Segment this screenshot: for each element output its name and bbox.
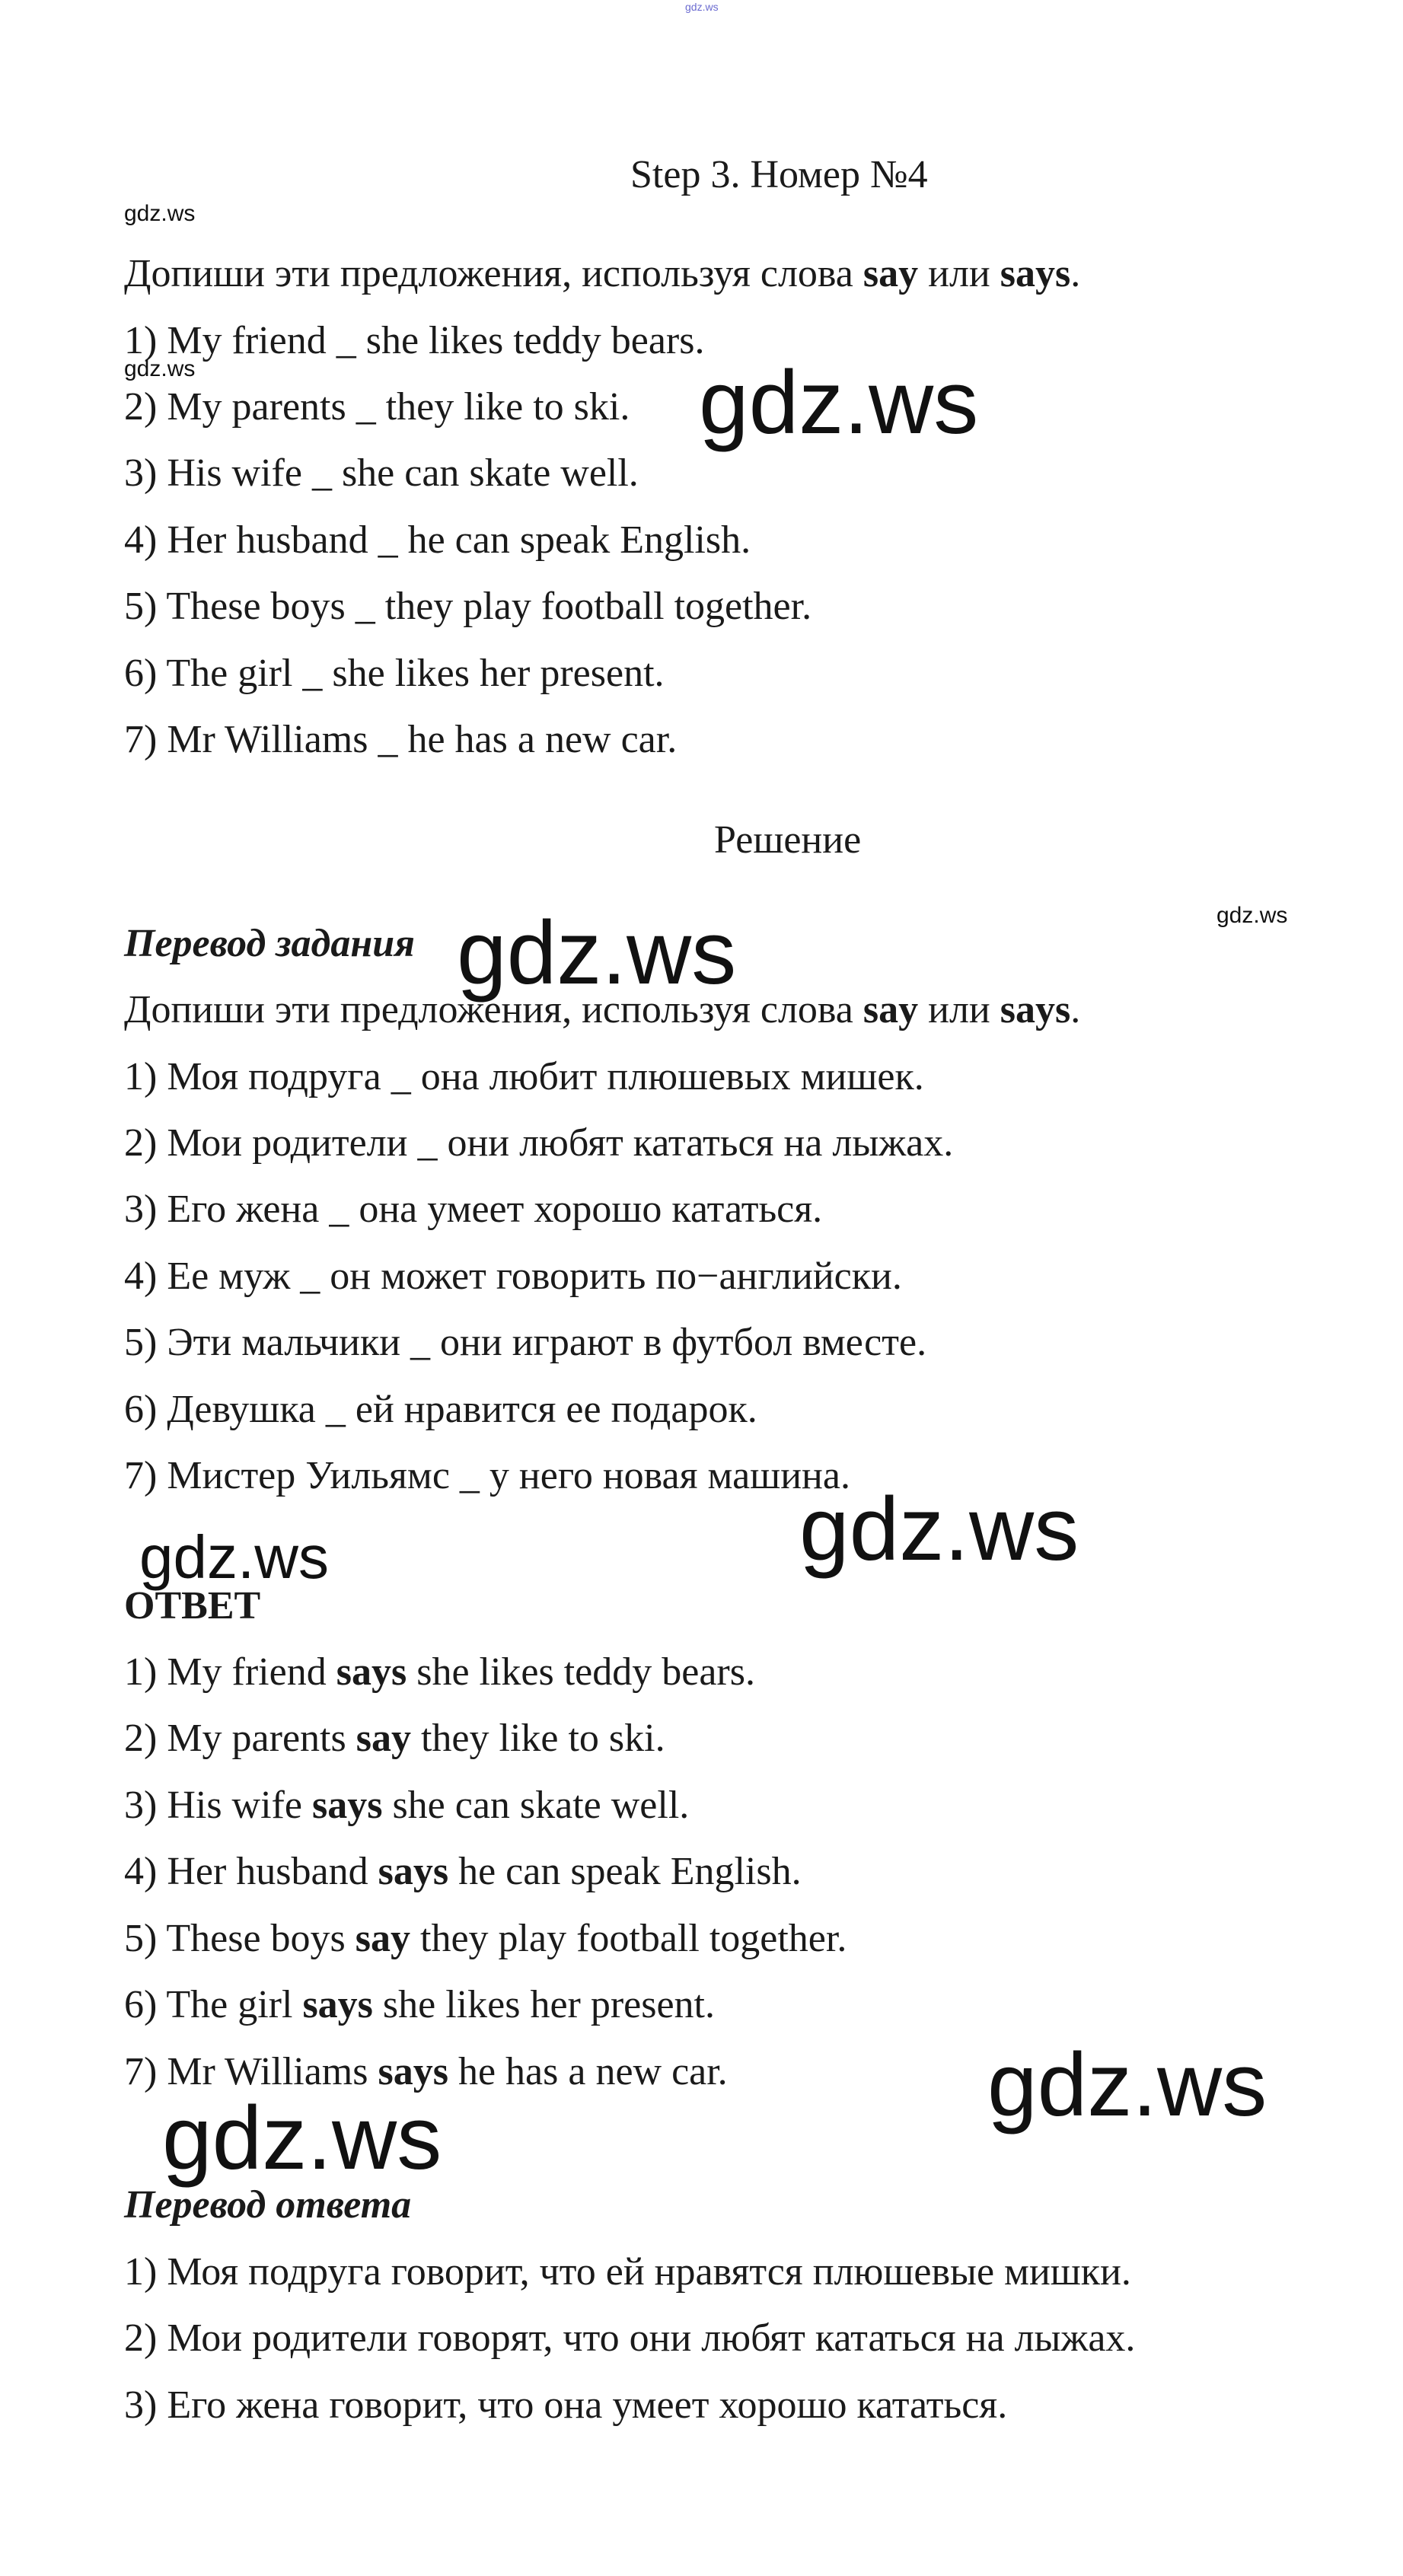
- watermark-small: gdz.ws: [124, 356, 196, 381]
- task-item: 2) My parents _ they like to ski.: [124, 385, 630, 429]
- watermark-small: gdz.ws: [1216, 903, 1288, 928]
- watermark-top: gdz.ws: [685, 1, 719, 13]
- translation-item: 6) Девушка _ ей нравится ее подарок.: [124, 1388, 757, 1431]
- answer-translation-heading: Перевод ответа: [124, 2183, 412, 2227]
- task-item: 7) Mr Williams _ he has a new car.: [124, 718, 678, 761]
- page-title: Step 3. Номер №4: [630, 153, 928, 196]
- answer-item: 3) His wife says she can skate well.: [124, 1784, 690, 1827]
- solution-heading: Решение: [714, 818, 862, 862]
- answer-item: 7) Mr Williams says he has a new car.: [124, 2050, 728, 2093]
- instruction-word-says: says: [1000, 988, 1071, 1031]
- answer-translation-item: 3) Его жена говорит, что она умеет хорошо кататься.: [124, 2383, 1008, 2427]
- task-item: 5) These boys _ they play football together.: [124, 585, 812, 628]
- instruction-word-say: say: [863, 988, 919, 1031]
- answer-translation-item: 1) Моя подруга говорит, что ей нравятся плюшевые мишки.: [124, 2250, 1131, 2294]
- watermark-medium: gdz.ws: [139, 1523, 329, 1591]
- instruction-text: или: [918, 988, 1000, 1031]
- watermark-big: gdz.ws: [162, 2088, 442, 2189]
- instruction-text: Допиши эти предложения, используя слова: [124, 252, 863, 295]
- watermark-small: gdz.ws: [124, 201, 196, 226]
- translation-item: 5) Эти мальчики _ они играют в футбол вместе.: [124, 1321, 927, 1364]
- answer-item: 4) Her husband says he can speak English.: [124, 1850, 802, 1893]
- answer-translation-item: 2) Мои родители говорят, что они любят кататься на лыжах.: [124, 2316, 1136, 2360]
- translation-item: 4) Ее муж _ он может говорить по−английски.: [124, 1255, 902, 1298]
- watermark-big: gdz.ws: [799, 1479, 1079, 1580]
- instruction-text: .: [1070, 252, 1081, 295]
- translation-item: 2) Мои родители _ они любят кататься на лыжах.: [124, 1121, 954, 1165]
- task-item: 3) His wife _ she can skate well.: [124, 451, 639, 495]
- translation-heading: Перевод задания: [124, 922, 415, 965]
- answer-item: 2) My parents say they like to ski.: [124, 1717, 665, 1760]
- translation-item: 1) Моя подруга _ она любит плюшевых мишек.: [124, 1055, 924, 1098]
- task-item: 1) My friend _ she likes teddy bears.: [124, 319, 705, 362]
- instruction-word-says: says: [1000, 252, 1071, 295]
- answer-item: 6) The girl says she likes her present.: [124, 1983, 716, 2026]
- instruction-text: .: [1070, 988, 1081, 1031]
- task-item: 4) Her husband _ he can speak English.: [124, 518, 751, 562]
- task-item: 6) The girl _ she likes her present.: [124, 652, 665, 695]
- translation-item: 3) Его жена _ она умеет хорошо кататься.: [124, 1188, 823, 1231]
- answer-item: 1) My friend says she likes teddy bears.: [124, 1650, 755, 1694]
- answer-item: 5) These boys say they play football together.: [124, 1917, 847, 1960]
- instruction-word-say: say: [863, 252, 919, 295]
- translation-instruction: [124, 987, 1080, 1033]
- translation-item: 7) Мистер Уильямс _ у него новая машина.: [124, 1454, 850, 1497]
- watermark-big: gdz.ws: [699, 352, 979, 453]
- task-instruction: [124, 251, 1080, 297]
- instruction-text: или: [918, 252, 1000, 295]
- watermark-big: gdz.ws: [987, 2035, 1267, 2135]
- answer-heading: ОТВЕТ: [124, 1584, 261, 1628]
- watermark-big: gdz.ws: [457, 903, 737, 1003]
- instruction-text: Допиши эти предложения, используя слова: [124, 988, 863, 1031]
